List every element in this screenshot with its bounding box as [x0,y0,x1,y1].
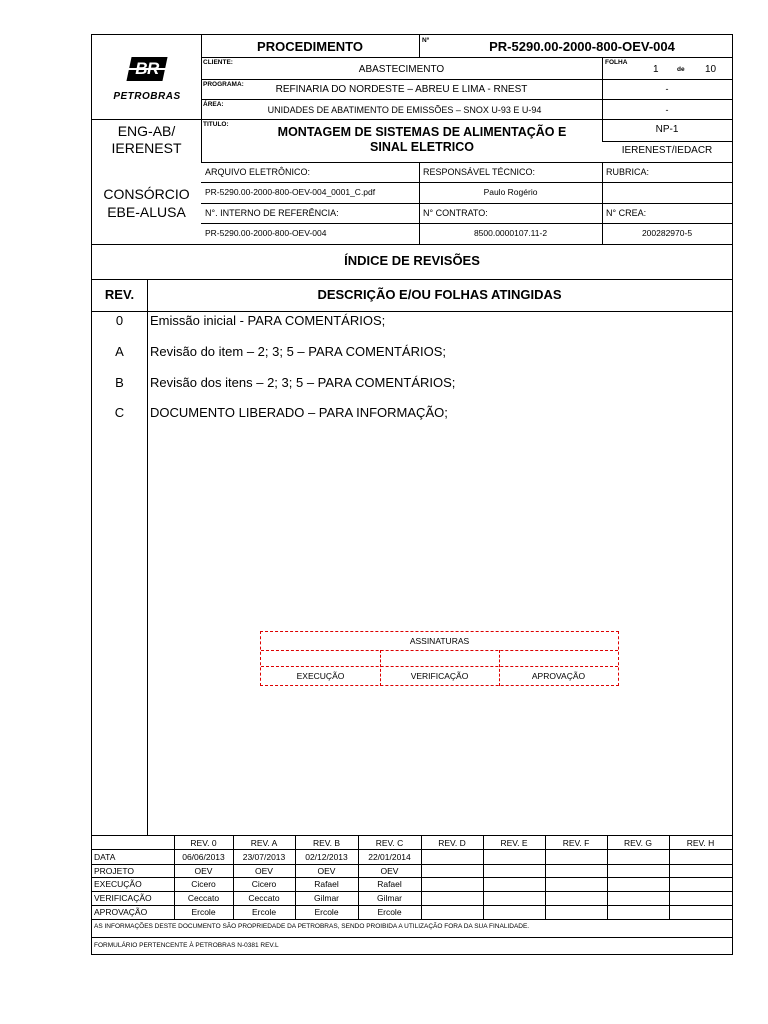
programa-label: PROGRAMA: [203,81,244,88]
rev-col-header: REV. F [562,838,590,848]
arquivo-label: ARQUIVO ELETRÔNICO: [205,167,311,177]
folha-de: de [677,66,685,73]
doc-title [242,125,602,155]
cliente-label: CLIENTE: [203,59,233,66]
logo-br-text: BR [135,59,159,78]
col-desc-header: DESCRIÇÃO E/OU FOLHAS ATINGIDAS [317,287,562,302]
org-unit [92,123,201,157]
sig-execucao: EXECUÇÃO [296,671,345,681]
sig-aprovacao: APROVAÇÃO [531,671,586,681]
rev-cell: OEV [255,866,273,876]
interno-value: PR-5290.00-2000-800-OEV-004 [205,228,327,238]
consorcio [92,185,201,221]
rev-row-label: EXECUÇÃO [94,879,142,889]
rev-cell: Ercole [191,907,216,917]
np-value: NP-1 [655,124,679,135]
rev-cell: Ercole [377,907,402,917]
signatures-box [260,631,619,686]
rev-cell: 02/12/2013 [305,852,348,862]
title-line2: SINAL ELETRICO [370,140,474,154]
rev-row-label: PROJETO [94,866,134,876]
rev-col-header: REV. D [438,838,466,848]
consorcio-line2: EBE-ALUSA [107,204,186,220]
rev-row-label: VERIFICAÇÃO [94,893,152,903]
revision-rev: A [115,344,124,359]
rev-cell: Rafael [377,879,402,889]
document-sheet [91,34,733,955]
responsavel-value: Paulo Rogério [483,187,538,197]
rev-cell: 22/01/2014 [368,852,411,862]
rev-cell: Rafael [314,879,339,889]
arquivo-value: PR-5290.00-2000-800-OEV-004_0001_C.pdf [205,187,376,197]
rev-cell: Ercole [314,907,339,917]
rev-col-header: REV. E [500,838,528,848]
doc-type: PROCEDIMENTO [257,39,363,54]
title-line1: MONTAGEM DE SISTEMAS DE ALIMENTAÇÃO E [277,125,567,139]
rev-cell: 23/07/2013 [242,852,286,862]
rev-cell: OEV [317,866,336,876]
area-label: ÁREA: [203,101,224,108]
col-rev-header: REV. [104,287,135,302]
folha-label: FOLHA [605,59,628,66]
signatures-title: ASSINATURAS [409,636,470,646]
revisions-title: ÍNDICE DE REVISÕES [344,253,480,268]
folha-num: 1 [653,64,659,75]
rev-row-label: DATA [94,852,116,862]
sig-verificacao: VERIFICAÇÃO [410,671,469,681]
revision-rev: 0 [115,313,124,328]
rev-cell: Cicero [191,879,216,889]
rev-cell: Gilmar [376,893,403,903]
programa-value: REFINARIA DO NORDESTE – ABREU E LIMA - RNEST [275,84,528,95]
footer-form: FORMULÁRIO PERTENCENTE À PETROBRAS N-0381 REV.L [94,942,279,949]
doc-number: PR-5290.00-2000-800-OEV-004 [489,39,675,54]
area-ref: - [665,105,669,115]
revision-rev: B [115,375,124,390]
rev-cell: OEV [194,866,213,876]
revision-desc: DOCUMENTO LIBERADO – PARA INFORMAÇÃO; [150,405,448,420]
rev-row-label: APROVAÇÃO [94,907,148,917]
rev-col-header: REV. C [375,838,404,848]
revision-desc: Revisão do item – 2; 3; 5 – PARA COMENTÁRIOS; [150,344,446,359]
rev-col-header: REV. A [250,838,278,848]
org-line1: ENG-AB/ [117,123,176,139]
numero-label: Nº [422,37,430,44]
cliente-value: ABASTECIMENTO [358,64,445,75]
folha-total: 10 [705,64,717,75]
rev-cell: 06/06/2013 [182,852,225,862]
company-name: PETROBRAS [113,91,181,102]
rev-cell: Ercole [251,907,277,917]
titulo-label: TITULO: [203,121,229,128]
interno-label: N°. INTERNO DE REFERÊNCIA: [205,208,339,218]
consorcio-line1: CONSÓRCIO [103,186,190,202]
org-line2: IERENEST [111,140,182,156]
area-value: UNIDADES DE ABATIMENTO DE EMISSÕES – SNOX U-93 E U-94 [267,105,542,115]
revision-rev: C [114,405,125,420]
rev-cell: Ceccato [187,893,220,903]
contrato-label: N° CONTRATO: [423,208,488,218]
rev-cell: Ceccato [248,893,280,903]
responsavel-label: RESPONSÁVEL TÉCNICO: [423,167,536,177]
revision-desc: Revisão dos itens – 2; 3; 5 – PARA COMENTÁRIOS; [150,375,456,390]
rev-col-header: REV. B [312,838,341,848]
rev-cell: Gilmar [313,893,340,903]
contrato-value: 8500.0000107.11-2 [473,228,548,238]
rev-col-header: REV. G [623,838,653,848]
footer-ownership: AS INFORMAÇÕES DESTE DOCUMENTO SÃO PROPRIEDADE DA PETROBRAS, SENDO PROIBIDA A UTILIZAÇÃO FORA DA SUA FINALIDADE. [94,923,530,930]
programa-ref: - [665,84,669,94]
revision-desc: Emissão inicial - PARA COMENTÁRIOS; [150,313,386,328]
np-org: IERENEST/IEDACR [621,145,713,156]
rev-cell: OEV [380,866,399,876]
crea-label: N° CREA: [606,208,647,218]
rubrica-label: RUBRICA: [606,167,650,177]
rev-col-header: REV. 0 [190,838,217,848]
rev-col-header: REV. H [686,838,715,848]
rev-cell: Cicero [251,879,277,889]
crea-value: 200282970-5 [641,228,693,238]
